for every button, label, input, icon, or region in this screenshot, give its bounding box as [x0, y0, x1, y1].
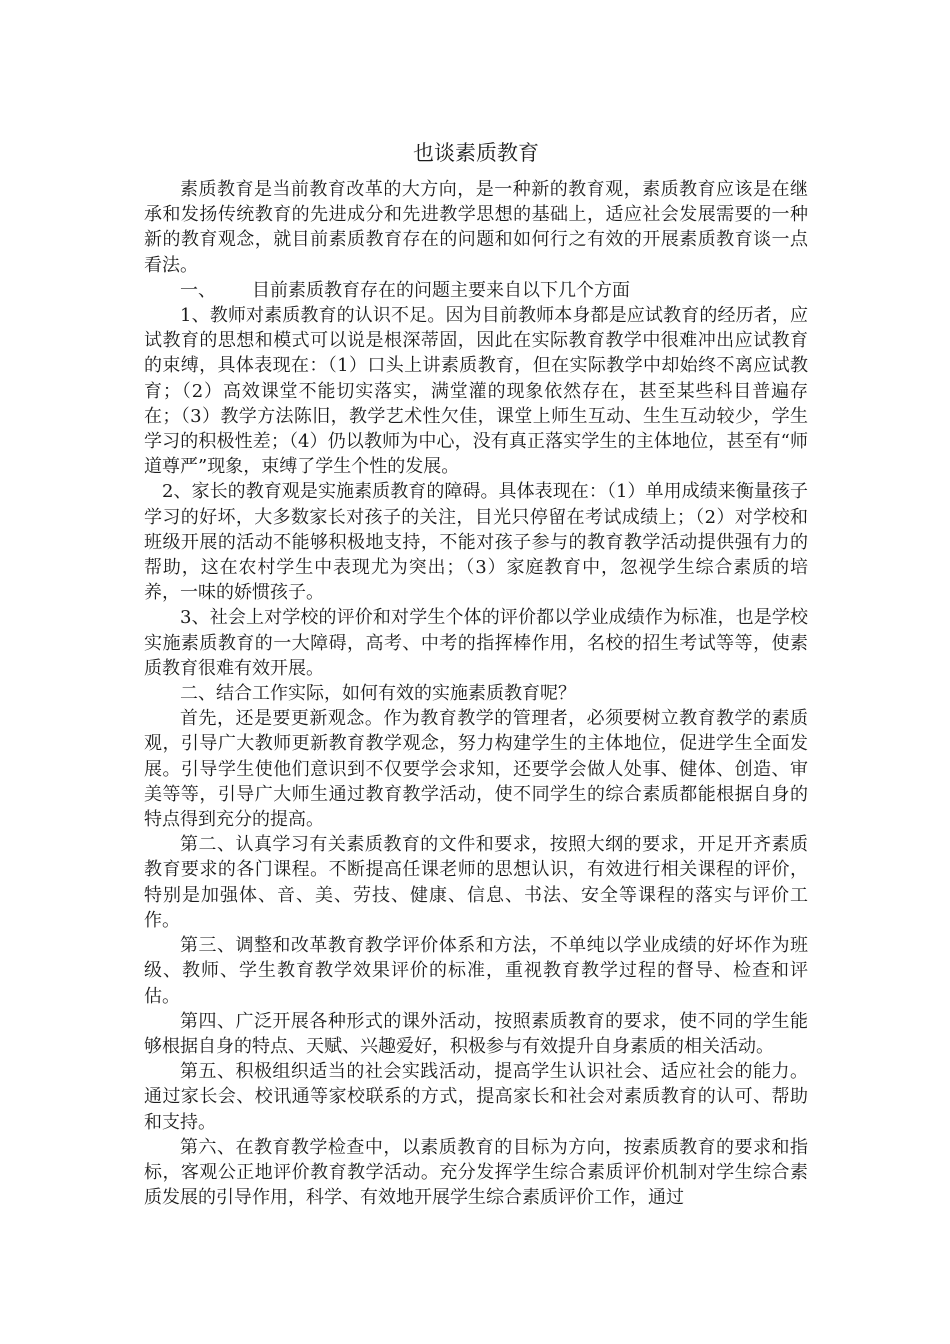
section2-paragraph-1: 首先，还是要更新观念。作为教育教学的管理者，必须要树立教育教学的素质观，引导广大教师更新教育教学观念，努力构建学生的主体地位，促进学生全面发展。引导学生使他们意识到不仅要学会求知，还要学会做人处事、健体、创造、审美等等，引导广大师生通过教育教学活动，使不同学生的综合素质都能根据自身的特点得到充分的提高。: [144, 708, 808, 831]
section2-paragraph-3: 第三、调整和改革教育教学评价体系和方法，不单纯以学业成绩的好坏作为班级、教师、学生教育教学效果评价的标准，重视教育教学过程的督导、检查和评估。: [144, 935, 808, 1007]
intro-paragraph: 素质教育是当前教育改革的大方向，是一种新的教育观，素质教育应该是在继承和发扬传统教育的先进成分和先进教学思想的基础上，适应社会发展需要的一种新的教育观念，就目前素质教育存在的问题和如何行之有效的开展素质教育谈一点看法。: [144, 179, 808, 276]
section2-paragraph-5: 第五、积极组织适当的社会实践活动，提高学生认识社会、适应社会的能力。通过家长会、校讯通等家校联系的方式，提高家长和社会对素质教育的认可、帮助和支持。: [144, 1061, 808, 1133]
section1-number: 一、: [180, 279, 216, 301]
section2-paragraph-6: 第六、在教育教学检查中，以素质教育的目标为方向，按素质教育的要求和指标，客观公正地评价教育教学活动。充分发挥学生综合素质评价机制对学生综合素质发展的引导作用，科学、有效地开展学生综合素质评价工作，通过: [144, 1136, 808, 1209]
section2-heading: 二、结合工作实际，如何有效的实施素质教育呢？: [180, 683, 576, 705]
section1-item-3: 3、社会上对学校的评价和对学生个体的评价都以学业成绩作为标准，也是学校实施素质教育的一大障碍，高考、中考的指挥棒作用，名校的招生考试等等，使素质教育很难有效开展。: [144, 607, 808, 679]
section1-heading: [144, 278, 808, 303]
document-title: 也谈素质教育: [413, 141, 539, 165]
document-body: [144, 140, 808, 1210]
section1-item-1: 1、教师对素质教育的认识不足。因为目前教师本身都是应试教育的经历者，应试教育的思想和模式可以说是根深蒂固，因此在实际教育教学中很难冲出应试教育的束缚，具体表现在：（1）口头上讲素质教育，但在实际教学中却始终不离应试教育；（2）高效课堂不能切实落实，满堂灌的现象依然存在，甚至某些科目普遍存在；（3）教学方法陈旧，教学艺术性欠佳，课堂上师生互动、生生互动较少，学生学习的积极性差；（4）仍以教师为中心，没有真正落实学生的主体地位，甚至有“师道尊严”现象，束缚了学生个性的发展。: [144, 305, 808, 478]
section1-heading-text: 目前素质教育存在的问题主要来自以下几个方面: [252, 279, 630, 301]
section2-paragraph-2: 第二、认真学习有关素质教育的文件和要求，按照大纲的要求，开足开齐素质教育要求的各门课程。不断提高任课老师的思想认识，有效进行相关课程的评价，特别是加强体、音、美、劳技、健康、信息、书法、安全等课程的落实与评价工作。: [144, 834, 808, 931]
section2-paragraph-4: 第四、广泛开展各种形式的课外活动，按照素质教育的要求，使不同的学生能够根据自身的特点、天赋、兴趣爱好，积极参与有效提升自身素质的相关活动。: [144, 1010, 808, 1057]
section1-item-2: 2、家长的教育观是实施素质教育的障碍。具体表现在：（1）单用成绩来衡量孩子学习的好坏，大多数家长对孩子的关注，目光只停留在考试成绩上；（2）对学校和班级开展的活动不能够积极地支持，不能对孩子参与的教育教学活动提供强有力的帮助，这在农村学生中表现尤为突出；（3）家庭教育中，忽视学生综合素质的培养，一味的娇惯孩子。: [144, 481, 808, 604]
